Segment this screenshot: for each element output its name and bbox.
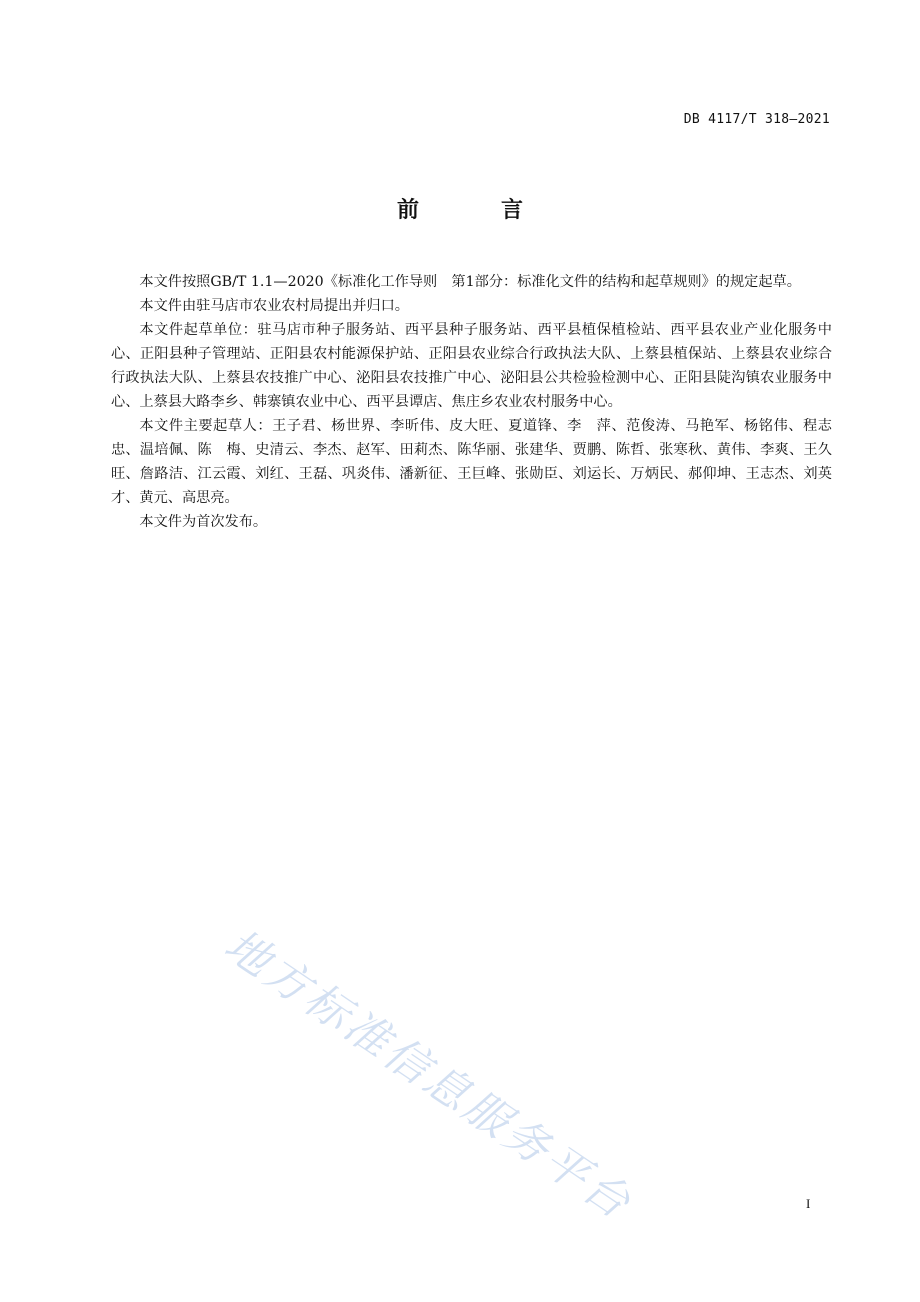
paragraph-drafting-units: 本文件起草单位：驻马店市种子服务站、西平县种子服务站、西平县植保植检站、西平县农业产业化服务中心、正阳县种子管理站、正阳县农村能源保护站、正阳县农业综合行政执法大队、上蔡县植保站、上蔡县农业综合行政执法大队、上蔡县农技推广中心、泌阳县农技推广中心、泌阳县公共检验检测中心、正阳县陡沟镇农业服务中心、上蔡县大路李乡、韩寨镇农业中心、西平县谭店、焦庄乡农业农村服务中心。 [111, 322, 832, 410]
page-title: 前 言 [396, 198, 553, 223]
watermark: 地方标准信息服务平台 [215, 919, 642, 1231]
paragraph-proposer: 本文件由驻马店市农业农村局提出并归口。 [139, 298, 409, 314]
foreword-body [111, 270, 832, 534]
paragraph-first-release: 本文件为首次发布。 [139, 514, 268, 530]
standard-code: DB 4117/T 318—2021 [683, 112, 830, 127]
paragraph-drafters: 本文件主要起草人：王子君、杨世界、李昕伟、皮大旺、夏道锋、李 萍、范俊涛、马艳军、杨铭伟、程志忠、温培佩、陈 梅、史清云、李杰、赵军、田莉杰、陈华丽、张建华、贾鹏、陈哲、张寒秋、黄伟、李爽、王久旺、詹路洁、江云霞、刘红、王磊、巩炎伟、潘新征、王巨峰、张勋臣、刘运长、万炳民、郝仰坤、王志杰、刘英才、黄元、高思亮。 [111, 418, 832, 506]
paragraph-drafting-basis: 本文件按照GB/T 1.1—2020《标准化工作导则 第1部分：标准化文件的结构和起草规则》的规定起草。 [139, 274, 801, 290]
page-number: I [806, 1196, 811, 1211]
